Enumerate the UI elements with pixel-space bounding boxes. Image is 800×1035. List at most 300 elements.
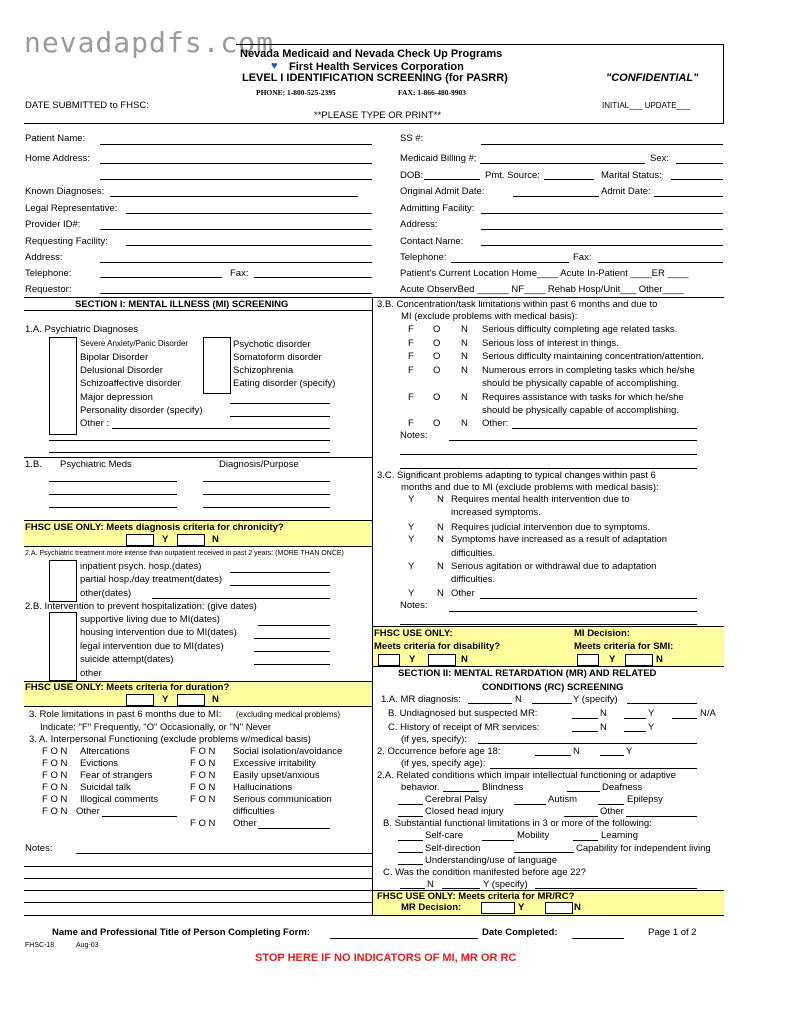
3b-other-line[interactable]: [512, 428, 697, 429]
mr-dx-y-line[interactable]: [532, 703, 572, 704]
disability-blank-box[interactable]: [378, 654, 400, 666]
closed-head-label: Closed head injury: [425, 806, 504, 817]
related-behavior-label: behavior.: [401, 782, 440, 793]
fon-fear-strangers[interactable]: F O N: [42, 770, 68, 781]
duration-question: FHSC USE ONLY: Meets criteria for duration?: [25, 682, 230, 693]
capability-line[interactable]: [514, 852, 574, 853]
contact-telephone-field[interactable]: [451, 262, 569, 263]
other-dx-line-3[interactable]: [49, 452, 330, 453]
current-location-label[interactable]: Patient's Current Location Home____ Acute In-Patient ____ER ____: [400, 268, 689, 279]
mr-decision-no: N: [574, 902, 581, 913]
disability-yes-box[interactable]: [428, 654, 456, 666]
occurrence-age-line[interactable]: [490, 768, 697, 769]
blindness-label: Blindness: [482, 782, 524, 793]
other-condition-line[interactable]: [564, 816, 598, 817]
smi-blank-box[interactable]: [577, 654, 599, 666]
medicaid-billing-field[interactable]: [480, 163, 645, 164]
contact-name-field[interactable]: [481, 245, 723, 246]
stop-notice: STOP HERE IF NO INDICATORS OF MI, MR OR RC: [255, 952, 517, 964]
communication-difficulties: difficulties: [233, 806, 275, 817]
3b-o-2[interactable]: O: [433, 338, 441, 349]
chronicity-rule: [24, 520, 372, 521]
undiagnosed-na-line[interactable]: [672, 718, 697, 719]
sex-field[interactable]: [676, 163, 723, 164]
self-direction-label: Self-direction: [425, 843, 481, 854]
language-label: Understanding/use of language: [425, 855, 558, 866]
age22-question: C. Was the condition manifested before age 22?: [383, 867, 586, 878]
duration-yes-box[interactable]: [126, 694, 154, 706]
mobility-label: Mobility: [517, 830, 550, 841]
interpersonal-label: 3. A. Interpersonal Functioning (exclude problems w/medical basis): [29, 734, 311, 745]
fon-evictions[interactable]: F O N: [42, 758, 68, 769]
deafness-label: Deafness: [602, 782, 643, 793]
age22-specify-line[interactable]: [535, 888, 697, 889]
dx-schizophrenia: Schizophrenia: [233, 365, 294, 376]
other-left: Other: [76, 806, 100, 817]
mr-services-y-line[interactable]: [624, 731, 646, 732]
closed-head-line[interactable]: [398, 816, 423, 817]
contact-name-label: Contact Name:: [400, 236, 464, 247]
dx-other: Other :: [80, 418, 110, 429]
sex-label: Sex:: [650, 153, 670, 164]
main-top-rule: [24, 297, 724, 298]
2a-other-line[interactable]: [152, 598, 330, 599]
smi-yes: Y: [609, 654, 616, 665]
mobility-line[interactable]: [482, 840, 514, 841]
3b-item-loss-interest: Serious loss of interest in things.: [482, 338, 619, 349]
3b-f-3[interactable]: F: [408, 351, 414, 362]
undiagnosed-n-line[interactable]: [572, 718, 598, 719]
3b-f-1[interactable]: F: [408, 324, 414, 335]
disability-question: Meets criteria for disability?: [374, 641, 501, 652]
other-condition-label: Other: [600, 806, 624, 817]
address-label: Address:: [25, 252, 63, 263]
mr-criteria-question: FHSC USE ONLY: Meets criteria for MR/RC?: [377, 891, 575, 902]
facility-address-label: Address:: [400, 219, 438, 230]
3b-n-6[interactable]: N: [461, 418, 468, 429]
mr-services-n: N: [600, 722, 607, 733]
other-right-line[interactable]: [258, 828, 330, 829]
2b-supportive: supportive living due to MI(dates): [80, 614, 220, 625]
requestor-label: Requestor:: [25, 284, 72, 295]
3b-item-errors-2: should be physically capable of accomplishing.: [482, 378, 679, 389]
3c-item-judicial: Requires judicial intervention due to symptoms.: [451, 522, 651, 533]
2b-legal: legal intervention due to MI(dates): [80, 641, 224, 652]
other-right: Other: [233, 818, 257, 829]
3c-item-other: Other: [451, 588, 475, 599]
admitting-facility-label: Admitting Facility:: [400, 203, 475, 214]
3c-item-mh: Requires mental health intervention due to: [451, 494, 630, 505]
3b-item-assistance: Requires assistance with tasks for which he/she: [482, 392, 684, 403]
header-bottom-rule: [24, 123, 724, 124]
home-address-field[interactable]: [100, 163, 372, 164]
age22-n: N: [427, 879, 434, 890]
fon-hallucinations[interactable]: F O N: [190, 782, 216, 793]
3c-y-4[interactable]: Y: [408, 561, 415, 572]
3c-item-agitation: Serious agitation or withdrawal due to adaptation: [451, 561, 657, 572]
2a-inpatient-line[interactable]: [230, 572, 330, 573]
fhsc-use-only-label: FHSC USE ONLY:: [374, 628, 453, 639]
home-address-field-2[interactable]: [100, 179, 372, 180]
3c-y-5[interactable]: Y: [408, 588, 415, 599]
section2-title: SECTION II: MENTAL RETARDATION (MR) AND RELATED: [398, 668, 657, 679]
dx-left-checkboxes[interactable]: [49, 337, 77, 435]
initial-update-label[interactable]: INITIAL___ UPDATE___: [602, 101, 690, 110]
admit-date-field[interactable]: [654, 196, 723, 197]
3c-item-adaptation: Symptoms have increased as a result of adaptation: [451, 534, 667, 545]
3b-item-age-tasks: Serious difficulty completing age related tasks.: [482, 324, 678, 335]
psych-diagnoses-label: 1.A. Psychiatric Diagnoses: [25, 324, 138, 335]
illogical-comments: Illogical comments: [80, 794, 159, 805]
mr-services-label: C. History of receipt of MR services:: [388, 722, 540, 733]
3b-o-3[interactable]: O: [433, 351, 441, 362]
related-conditions-label: 2.A. Related conditions which impair intellectual functioning or adaptive: [377, 770, 676, 781]
2b-housing-line[interactable]: [254, 638, 330, 639]
personality-line[interactable]: [230, 416, 330, 417]
telephone-field[interactable]: [100, 277, 222, 278]
mr-decision-yes-box[interactable]: [545, 902, 573, 914]
confidential-label: "CONFIDENTIAL": [606, 72, 699, 84]
form-number: FHSC-18: [25, 942, 55, 949]
fon-suicidal-talk[interactable]: F O N: [42, 782, 68, 793]
3c-y-3[interactable]: Y: [408, 534, 415, 545]
3c-title-2: months and due to MI (exclude problems with medical basis):: [401, 482, 659, 493]
3c-n-4[interactable]: N: [437, 561, 444, 572]
admit-date-label: Admit Date:: [601, 186, 651, 197]
date-completed-field[interactable]: [572, 938, 624, 939]
contact-fax-field[interactable]: [598, 262, 723, 263]
dx-delusional: Delusional Disorder: [80, 365, 163, 376]
3c-n-5[interactable]: N: [437, 588, 444, 599]
3b-n-2[interactable]: N: [461, 338, 468, 349]
role-limitations-note: (excluding medical problems): [236, 710, 341, 719]
dx-major-depression: Major depression: [80, 392, 153, 403]
watermark-logo: nevadapdfs.com: [24, 26, 275, 59]
purpose-line-2[interactable]: [203, 494, 330, 495]
3c-y-2[interactable]: Y: [408, 522, 415, 533]
patient-name-field[interactable]: [100, 144, 372, 145]
dx-bipolar: Bipolar Disorder: [80, 352, 149, 363]
fon-illogical[interactable]: F O N: [42, 794, 68, 805]
provider-id-label: Provider ID#:: [25, 219, 81, 230]
purpose-line-1[interactable]: [203, 481, 330, 482]
print-note: **PLEASE TYPE OR PRINT**: [314, 110, 442, 121]
3b-item-other: Other:: [482, 418, 509, 429]
epilepsy-line[interactable]: [598, 804, 624, 805]
original-admit-label: Original Admit Date:: [400, 186, 485, 197]
dx-personality: Personality disorder (specify): [80, 405, 203, 416]
occurrence-n: N: [573, 746, 580, 757]
functional-limitations-label: B. Substantial functional limitations in 3 or more of the following:: [383, 818, 652, 829]
dx-right-checkboxes[interactable]: [203, 337, 231, 394]
3b-n-1[interactable]: N: [461, 324, 468, 335]
patient-name-label: Patient Name:: [25, 133, 86, 144]
duration-bottom-rule: [24, 706, 372, 707]
major-depression-line[interactable]: [230, 403, 330, 404]
undiagnosed-y: Y: [648, 708, 655, 719]
occurrence-y-line[interactable]: [600, 755, 624, 756]
dob-label: DOB:: [400, 170, 424, 181]
fon-irritability[interactable]: F O N: [190, 758, 216, 769]
chronicity-question: FHSC USE ONLY: Meets diagnosis criteria for chronicity?: [25, 522, 284, 533]
other-dx-line-2[interactable]: [49, 440, 330, 441]
3b-f-6[interactable]: F: [408, 418, 414, 429]
meds-line-3[interactable]: [49, 507, 177, 508]
original-admit-field[interactable]: [513, 196, 599, 197]
fon-other-left[interactable]: F O N: [42, 806, 68, 817]
section1-notes-label: Notes:: [25, 843, 53, 854]
learning-line[interactable]: [573, 840, 598, 841]
3b-notes-line-1[interactable]: [449, 440, 697, 441]
self-direction-line[interactable]: [398, 852, 423, 853]
admitting-facility-field[interactable]: [481, 213, 723, 214]
3b-o-1[interactable]: O: [433, 324, 441, 335]
mr-dx-specify-line[interactable]: [627, 703, 697, 704]
section2-title-2: CONDITIONS (RC) SCREENING: [482, 682, 624, 693]
occurrence-y: Y: [626, 746, 633, 757]
known-diagnoses-label: Known Diagnoses:: [25, 186, 105, 197]
3c-item-agitation-2: difficulties.: [451, 574, 496, 585]
facility-address-field[interactable]: [481, 229, 723, 230]
blindness-line[interactable]: [443, 791, 479, 792]
form-title: LEVEL I IDENTIFICATION SCREENING (for PASRR): [242, 72, 508, 84]
other-left-line[interactable]: [102, 816, 177, 817]
section1-notes-line-5[interactable]: [24, 902, 372, 903]
self-care-line[interactable]: [398, 840, 423, 841]
section1-notes-line-4[interactable]: [24, 890, 372, 891]
mr-dx-n-line[interactable]: [468, 703, 512, 704]
dx-severe-anxiety: Severe Anxiety/Panic Disorder: [80, 339, 189, 348]
fon-upset[interactable]: F O N: [190, 770, 216, 781]
undiagnosed-y-line[interactable]: [624, 718, 646, 719]
cerebral-palsy-label: Cerebral Palsy: [425, 794, 488, 805]
3b-f-4[interactable]: F: [408, 365, 414, 376]
3c-item-adaptation-2: difficulties.: [451, 548, 496, 559]
completer-name-label: Name and Professional Title of Person Completing Form:: [52, 927, 310, 938]
suicidal-talk: Suicidal talk: [80, 782, 131, 793]
mi-decision-label: MI Decision:: [574, 628, 630, 639]
hallucinations: Hallucinations: [233, 782, 293, 793]
legal-rep-field[interactable]: [126, 213, 372, 214]
duration-no: N: [212, 694, 219, 705]
capability-label: Capability for independent living: [576, 843, 711, 854]
3b-item-errors: Numerous errors in completing tasks which he/she: [482, 365, 695, 376]
2b-other: other: [80, 668, 102, 679]
duration-no-box[interactable]: [177, 694, 205, 706]
pmt-source-field[interactable]: [544, 179, 594, 180]
fon-altercations[interactable]: F O N: [42, 746, 68, 757]
mr-services-specify-line[interactable]: [478, 743, 697, 744]
dx-schizoaffective: Schizoaffective disorder: [80, 378, 181, 389]
section-1a-rule: [24, 457, 372, 458]
contact-telephone-label: Telephone:: [400, 252, 447, 263]
header-right-rule: [723, 44, 724, 124]
3b-n-3[interactable]: N: [461, 351, 468, 362]
dob-field[interactable]: [424, 179, 480, 180]
mr-dx-n: N: [515, 694, 522, 705]
2a-inpatient: inpatient psych. hosp.(dates): [80, 561, 202, 572]
2a-label: 2.A. Psychiatric treatment more intense than outpatient received in past 2 years: (MORE THAN ONCE): [25, 550, 344, 557]
2b-checkboxes[interactable]: [49, 612, 77, 681]
age22-y-specify: Y (specify): [483, 879, 528, 890]
mr-decision-blank-box[interactable]: [481, 902, 515, 914]
3c-item-mh-2: increased symptoms.: [451, 507, 541, 518]
date-submitted-label: DATE SUBMITTED to FHSC:: [25, 100, 149, 111]
3c-y-1[interactable]: Y: [408, 494, 415, 505]
requesting-facility-field[interactable]: [126, 245, 372, 246]
age22-n-line[interactable]: [400, 888, 425, 889]
fear-of-strangers: Fear of strangers: [80, 770, 153, 781]
2b-housing: housing intervention due to MI(dates): [80, 627, 237, 638]
epilepsy-label: Epilepsy: [627, 794, 663, 805]
2b-suicide-line[interactable]: [254, 664, 330, 665]
occurrence-n-line[interactable]: [535, 755, 571, 756]
indicate-fon: Indicate: "F" Frequently, "O" Occasionally, or "N" Never: [40, 722, 272, 733]
2a-checkboxes[interactable]: [49, 560, 77, 602]
provider-id-field[interactable]: [100, 229, 372, 230]
section1-notes-line-1[interactable]: [76, 853, 372, 854]
occurrence-age-label: (if yes, specify age):: [401, 758, 486, 769]
phone-number: PHONE: 1-800-525-2395: [256, 88, 336, 97]
3b-o-4[interactable]: O: [433, 365, 441, 376]
fax-label: Fax:: [230, 268, 249, 279]
2b-suicide: suicide attempt(dates): [80, 654, 174, 665]
undiagnosed-n: N: [600, 708, 607, 719]
3b-f-5[interactable]: F: [408, 392, 414, 403]
purpose-line-3[interactable]: [203, 507, 330, 508]
3c-notes-line-1[interactable]: [449, 611, 697, 612]
occurrence-18-label: 2. Occurrence before age 18:: [377, 746, 501, 757]
2b-supportive-line[interactable]: [258, 625, 330, 626]
ss-field[interactable]: [481, 144, 723, 145]
section1-notes-line-2[interactable]: [24, 866, 372, 867]
chronicity-yes-box[interactable]: [126, 534, 154, 546]
disability-yes: Y: [409, 654, 416, 665]
social-isolation: Social isolation/avoidance: [233, 746, 343, 757]
3c-other-line[interactable]: [480, 598, 697, 599]
ss-label: SS #:: [400, 133, 424, 144]
medicaid-billing-label: Medicaid Billing #:: [400, 153, 477, 164]
contact-fax-label: Fax:: [573, 252, 592, 263]
language-line[interactable]: [398, 864, 423, 865]
known-diagnoses-field[interactable]: [110, 196, 358, 197]
3b-title-2: MI (exclude problems with medical basis):: [401, 311, 578, 322]
section1-notes-line-3[interactable]: [24, 878, 372, 879]
cerebral-palsy-line[interactable]: [398, 804, 423, 805]
meds-line-2[interactable]: [49, 494, 177, 495]
psych-meds-label: Psychiatric Meds: [60, 459, 132, 470]
deafness-line[interactable]: [567, 791, 600, 792]
fon-social-isolation[interactable]: F O N: [190, 746, 216, 757]
altercations: Altercations: [80, 746, 130, 757]
role-limitations-label: 3. Role limitations in past 6 months due to MI:: [29, 709, 222, 720]
3b-o-5[interactable]: O: [433, 392, 441, 403]
3b-o-6[interactable]: O: [433, 418, 441, 429]
disability-no: N: [461, 654, 468, 665]
address-field[interactable]: [100, 262, 372, 263]
mr-diagnosis-label: 1.A. MR diagnosis:: [381, 694, 461, 705]
legal-rep-label: Legal Representative:: [25, 203, 118, 214]
requesting-facility-label: Requesting Facility:: [25, 236, 108, 247]
smi-no: N: [656, 654, 663, 665]
3b-n-5[interactable]: N: [461, 392, 468, 403]
1b-label: 1.B.: [25, 459, 42, 470]
mi-decision-rule: [372, 626, 724, 627]
3b-notes-label: Notes:: [400, 430, 428, 441]
2a-partial: partial hosp./day treatment(dates): [80, 574, 223, 585]
3b-n-4[interactable]: N: [461, 365, 468, 376]
mr-services-specify: (if yes, specify):: [401, 734, 467, 745]
telephone-label: Telephone:: [25, 268, 72, 279]
mr-services-y: Y: [648, 722, 655, 733]
learning-label: Learning: [601, 830, 638, 841]
3b-notes-line-2[interactable]: [400, 454, 697, 455]
2b-label: 2.B. Intervention to prevent hospitalization: (give dates): [25, 601, 257, 612]
3b-item-assistance-2: should be physically capable of accomplishing.: [482, 405, 679, 416]
mr-services-n-line[interactable]: [572, 731, 598, 732]
age22-y-line[interactable]: [442, 888, 480, 889]
3c-title: 3.C. Significant problems adapting to typical changes within past 6: [377, 470, 656, 481]
excessive-irritability: Excessive irritability: [233, 758, 316, 769]
company-name: First Health Services Corporation: [289, 61, 464, 73]
dx-psychotic: Psychotic disorder: [233, 339, 311, 350]
chronicity-bottom-rule: [24, 546, 372, 547]
2a-other: other(dates): [80, 588, 132, 599]
duration-yes: Y: [162, 694, 169, 705]
fax-number: FAX: 1-866-480-9903: [398, 88, 466, 97]
serious-communication: Serious communication: [233, 794, 332, 805]
other-dx-line[interactable]: [112, 428, 330, 429]
header-top-rule: [236, 44, 724, 45]
3c-notes-label: Notes:: [400, 600, 428, 611]
meds-line-1[interactable]: [49, 481, 177, 482]
undiagnosed-mr-label: B. Undiagnosed but suspected MR:: [388, 708, 538, 719]
page-number: Page 1 of 2: [648, 927, 697, 938]
evictions: Evictions: [80, 758, 119, 769]
home-address-label: Home Address:: [25, 153, 90, 164]
form-version: Aug-03: [76, 942, 99, 949]
3b-notes-line-3[interactable]: [400, 468, 697, 469]
section1-title: SECTION I: MENTAL ILLNESS (MI) SCREENING: [75, 299, 289, 310]
chronicity-no-box[interactable]: [177, 534, 205, 546]
2a-partial-line[interactable]: [230, 585, 330, 586]
3b-f-2[interactable]: F: [408, 338, 414, 349]
autism-line[interactable]: [514, 804, 546, 805]
section1-title-rule: [24, 310, 372, 311]
dx-somatoform: Somatoform disorder: [233, 352, 322, 363]
mi-decision-bottom-rule: [372, 666, 724, 667]
3c-n-2[interactable]: N: [437, 522, 444, 533]
other-condition-specify[interactable]: [626, 816, 697, 817]
2b-legal-line[interactable]: [254, 651, 330, 652]
marital-status-field[interactable]: [671, 179, 723, 180]
chronicity-no: N: [212, 534, 219, 545]
3c-notes-line-2[interactable]: [400, 624, 697, 625]
pmt-source-label: Pmt. Source:: [485, 170, 540, 181]
smi-yes-box[interactable]: [625, 654, 653, 666]
diagnosis-purpose-label: Diagnosis/Purpose: [219, 459, 299, 470]
fon-communication[interactable]: F O N: [190, 794, 216, 805]
fax-field[interactable]: [254, 277, 372, 278]
3c-n-1[interactable]: N: [437, 494, 444, 505]
completer-name-field[interactable]: [330, 938, 478, 939]
3c-n-3[interactable]: N: [437, 534, 444, 545]
requestor-field[interactable]: [100, 293, 372, 294]
program-title: Nevada Medicaid and Nevada Check Up Programs: [240, 48, 503, 60]
acute-observ-label[interactable]: Acute ObservBed ______ NF____ Rehab Hosp/Unit___ Other____: [400, 284, 684, 295]
main-bottom-rule: [24, 915, 724, 916]
fon-other-right[interactable]: F O N: [190, 818, 216, 829]
